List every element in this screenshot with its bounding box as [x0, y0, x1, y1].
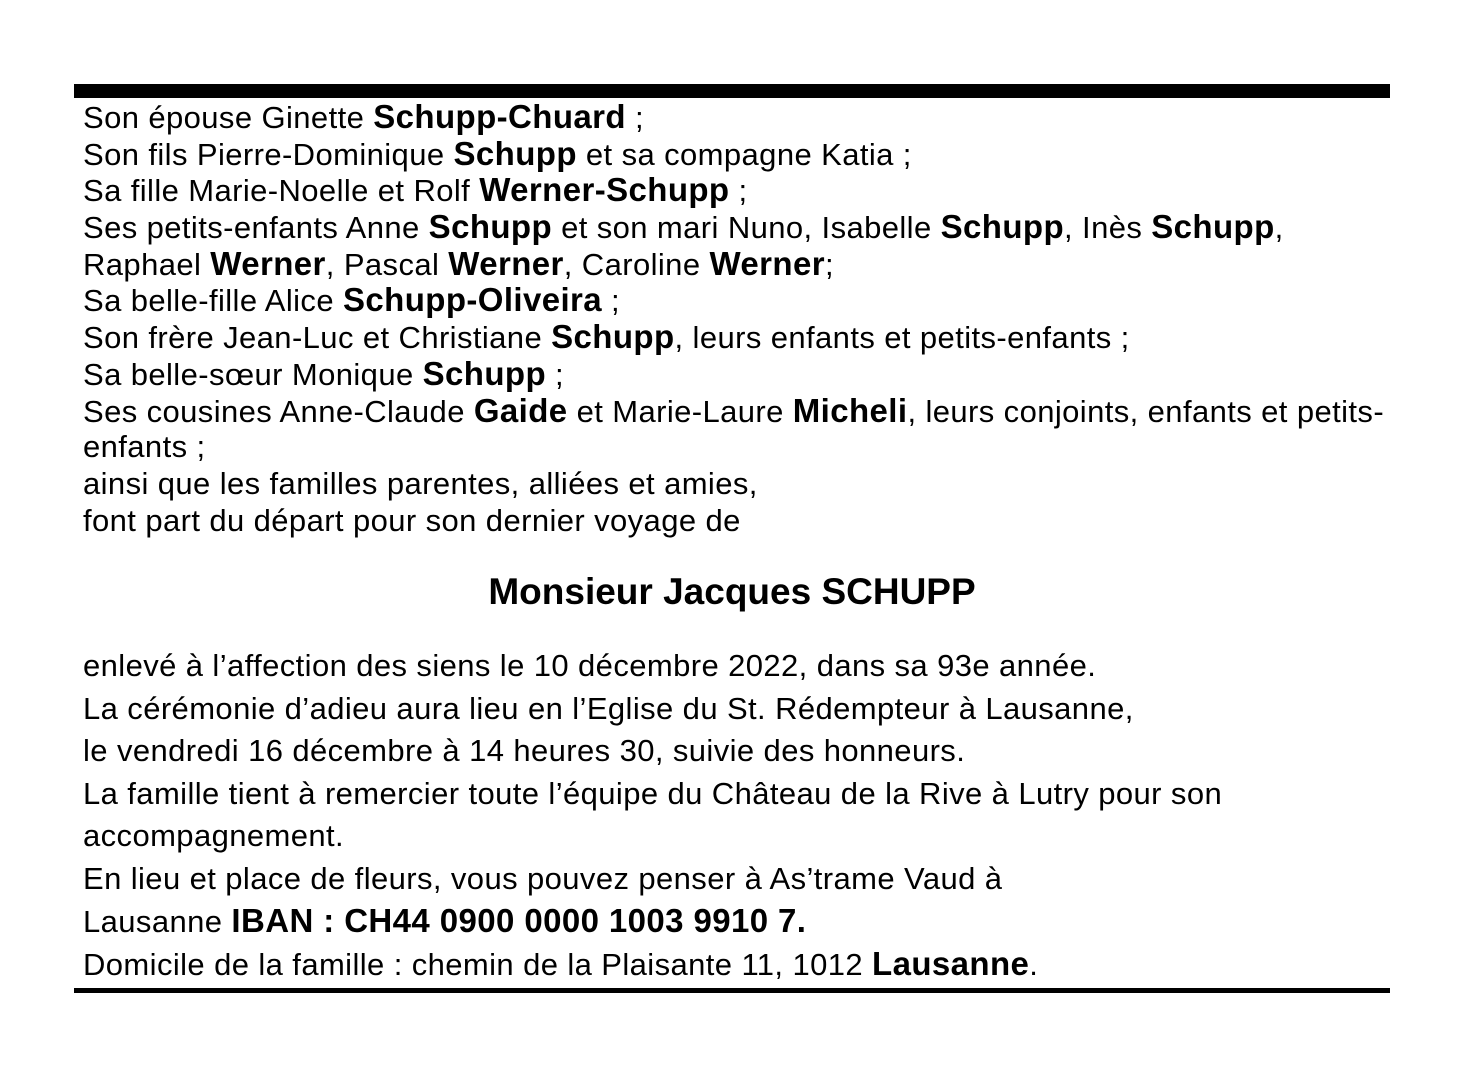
bold-name-text: Schupp-Oliveira	[342, 281, 603, 319]
text-segment: enlevé à l’affection des siens le 10 décembre 2022, dans sa 93e année.	[83, 648, 1097, 683]
text-segment: Ses cousines Anne-Claude	[83, 393, 474, 429]
notice-line	[83, 209, 1384, 246]
text-segment: La famille tient à remercier toute l’équipe du Château de la Rive à Lutry pour son	[83, 775, 1223, 811]
text-segment: , Caroline	[563, 246, 710, 282]
text-segment: ,	[1274, 210, 1284, 246]
text-segment: Raphael	[83, 246, 211, 282]
notice-line	[83, 773, 1222, 816]
text-segment: , leurs enfants et petits-enfants ;	[674, 320, 1130, 356]
text-segment: le vendredi 16 décembre à 14 heures 30, suivie des honneurs.	[83, 733, 966, 768]
notice-line	[83, 943, 1222, 986]
text-segment: ;	[824, 246, 834, 282]
notice-line	[83, 858, 1222, 901]
bold-name-text: Werner	[709, 244, 825, 282]
notice-line	[83, 246, 1384, 283]
text-segment: Domicile de la famille : chemin de la Plaisante 11, 1012	[83, 946, 873, 982]
text-segment: Son frère Jean-Luc et Christiane	[83, 320, 552, 356]
text-segment: font part du départ pour son dernier voyage de	[83, 502, 741, 538]
bold-name-text: Schupp	[940, 208, 1065, 246]
notice-line	[83, 393, 1384, 430]
notice-line	[83, 356, 1384, 393]
top-rule	[74, 84, 1390, 98]
text-segment: Sa belle-fille Alice	[83, 283, 343, 319]
text-segment: et sa compagne Katia ;	[576, 136, 912, 172]
family-block	[83, 99, 1384, 539]
deceased-name-title: Monsieur Jacques SCHUPP	[488, 571, 976, 612]
text-segment: Sa fille Marie-Noelle et Rolf	[83, 173, 480, 209]
bold-name-text: Werner	[448, 244, 564, 282]
notice-line	[83, 429, 1384, 466]
text-segment: et Marie-Laure	[567, 393, 793, 429]
notice-line	[83, 466, 1384, 503]
text-segment: Lausanne	[83, 904, 232, 939]
text-segment: ;	[546, 356, 565, 392]
notice-line	[83, 503, 1384, 540]
bottom-rule	[74, 988, 1390, 993]
bold-name-text: Schupp	[551, 318, 675, 356]
bold-name-text: Schupp-Chuard	[373, 98, 626, 135]
text-segment: La cérémonie d’adieu aura lieu en l’Eglise du St. Rédempteur à Lausanne,	[83, 690, 1134, 726]
text-segment: enfants ;	[83, 429, 206, 465]
text-segment: Sa belle-sœur Monique	[83, 356, 423, 392]
notice-line	[83, 730, 1222, 773]
bold-name-text: Micheli	[792, 391, 908, 429]
notice-line	[83, 319, 1384, 356]
notice-line	[83, 172, 1384, 209]
text-segment: , Inès	[1064, 210, 1152, 246]
text-segment: .	[1029, 946, 1039, 982]
notice-line	[83, 900, 1222, 943]
text-segment: ;	[625, 100, 644, 135]
text-segment: ;	[602, 283, 621, 319]
text-segment: accompagnement.	[83, 818, 345, 853]
text-segment: En lieu et place de fleurs, vous pouvez penser à As’trame Vaud à	[83, 860, 1003, 896]
notice-line	[83, 99, 1384, 136]
bold-name-text: Gaide	[473, 391, 568, 429]
notice-line	[83, 136, 1384, 173]
text-segment: Son épouse Ginette	[83, 100, 374, 135]
bold-name-text: Werner	[210, 244, 326, 282]
bold-name-text: Schupp	[453, 134, 577, 172]
notice-line	[83, 688, 1222, 731]
bold-name-text: Lausanne	[872, 944, 1030, 982]
text-segment: Ses petits-enfants Anne	[83, 210, 429, 246]
text-segment: , Pascal	[325, 246, 449, 282]
notice-line	[83, 645, 1222, 688]
text-segment: , leurs conjoints, enfants et petits-	[907, 393, 1385, 429]
details-block	[83, 645, 1222, 985]
text-segment: ainsi que les familles parentes, alliées et amies,	[83, 465, 758, 501]
text-segment: ;	[729, 173, 748, 209]
bold-name-text: Schupp	[422, 354, 547, 392]
text-segment: et son mari Nuno, Isabelle	[552, 210, 941, 246]
bold-name-text: IBAN : CH44 0900 0000 1003 9910 7.	[231, 902, 807, 939]
bold-name-text: Schupp	[1151, 208, 1275, 246]
notice-line	[83, 815, 1222, 858]
bold-name-text: Schupp	[428, 208, 553, 246]
text-segment: Son fils Pierre-Dominique	[83, 136, 454, 172]
bold-name-text: Werner-Schupp	[479, 171, 730, 209]
notice-line	[83, 282, 1384, 319]
